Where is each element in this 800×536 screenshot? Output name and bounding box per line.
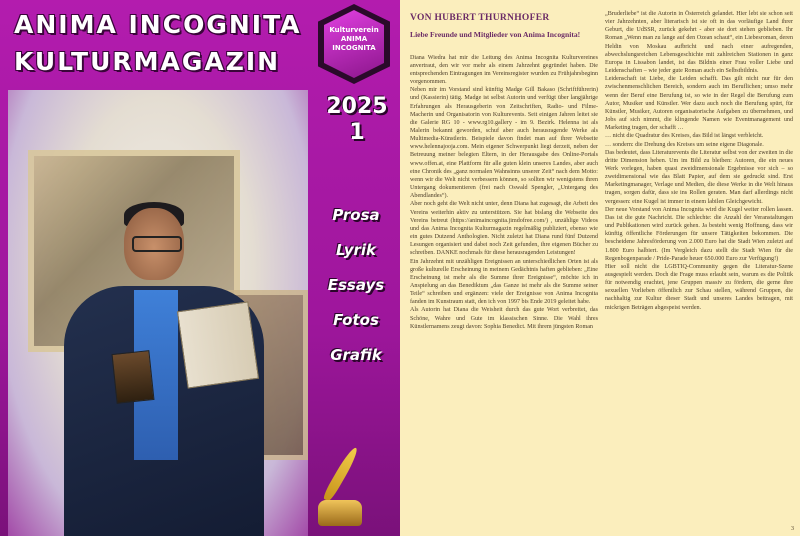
paragraph: Diana Wiedra hat mir die Leitung des Anima Incognita Kulturvereines anvertraut, den wir vor mehr als einem Jahrzehnt gegründet haben. Die entsprechenden Eintragungen im Vereinsregister wurden zu Frühjahrsbeginn vorgenommen. — [410, 54, 598, 86]
paragraph: … nicht die Quadratur des Kreises, das Bild ist längst verbleicht. — [605, 133, 764, 140]
association-badge — [318, 4, 390, 84]
section-fotos: Fotos — [333, 311, 379, 329]
article-page — [400, 0, 800, 536]
issue-number: 1 — [349, 120, 365, 145]
section-grafik: Grafik — [330, 346, 382, 364]
paragraph: Ein Jahrzehnt mit unzähligen Ereignissen an unterschiedlichen Orten ist als große kulturelle Erscheinung in meinem Gedächtnis haften geblieben: „Eine Erscheinung ist mehr als die Summe ihrer Ereignisse“, möchte ich in Anspielung an das Benediktum „das Ganze ist mehr als die Summe seiner Teile“ schreiben und ergänzen: viele der Ereignisse von Anima Incognita fanden im Kunstraum statt, den ich von 1997 bis Ende 2019 geleitet habe. — [410, 258, 598, 306]
open-book — [177, 301, 259, 388]
badge-line3: INCOGNITA — [332, 44, 376, 52]
quill-inkpot-icon — [312, 444, 368, 530]
issue-year: 2025 — [326, 94, 388, 119]
cover-title — [14, 6, 304, 80]
section-essays: Essays — [327, 276, 385, 294]
article-column-left — [410, 10, 598, 331]
badge-line1: Kulturverein — [329, 26, 379, 34]
small-book — [111, 350, 154, 404]
cover-photo — [8, 90, 308, 536]
paragraph: Hier soll nicht die LGBTIQ-Community gegen die Literatur-Szene ausgespielt werden. Doch die Frage muss erlaubt sein, warum es die Politik für notwendig erachtet, jene Gruppen massiv zu fördern, die gerne ihre sexuellen Vorlieben öffentlich zur Schau stellen, während Gruppen, die nachhaltig zur Kultur dieser Stadt und unseres Landes beitragen, mit mickrigen Beträgen abgespeist werden. — [605, 263, 793, 311]
article-author: VON HUBERT THURNHOFER — [410, 13, 550, 23]
badge-line2: ANIMA — [340, 35, 368, 43]
article-greeting: Liebe Freunde und Mitglieder von Anima Incognita! — [410, 30, 581, 39]
section-lyrik: Lyrik — [336, 241, 376, 259]
paragraph: Als Autorin hat Diana die Weisheit durch das gute Wort verbreitet, das Schöne, Wahre und Gute im klassischen Sinne. Die Wahl ihres Künstlernamens zeugt davon: Sophia Benedict. Mit ihrem jüngsten Roman — [410, 307, 598, 330]
cover-title-line2: KULTURMAGAZIN — [14, 47, 281, 76]
paragraph: … sondern: die Drehung des Kreises um seine eigene Diagonale. — [605, 141, 764, 148]
paragraph: Leidenschaft ist Liebe, die Leiden schafft. Das gilt nicht nur für den zwischenmenschlichen Bereich, sondern auch im Beruflichen; umso mehr wenn der Beruf eine Berufung ist, so wie in der Regel die Berufung zum Autor, Musiker und Künstler. Wer dazu auch noch die Berufung spürt, für Künstler, Musiker, Autoren organisatorische Aufgaben zu übernehmen, und Jobs auf sich nimmt, die klingende Namen wie Eventmanagement und Marketing tragen, der schafft … — [605, 76, 793, 132]
page-number: 3 — [791, 526, 794, 532]
section-list — [316, 198, 396, 373]
section-prosa: Prosa — [332, 206, 380, 224]
paragraph: Neben mir im Vorstand sind künftig Madge Gill Bakaso (Schriftführerin) und (Kassierin) tätig. Madge ist selbst Autorin und verfügt über langjährige Erfahrungen als Herausgeberin von Zeitschriften, Radio- und Filme-Macherin und Organisatorin von Kulturevents. Seit einigen Jahren leitet sie die Galerie RG 10 - www.rg10.gallery - im 9. Bezirk. Helenna ist als Malerin bekannt geworden, schuf aber auch herausragende Werke als Multimedia-Künstlerin. Beispiele davon findet man auf ihrer Webseite www.helennajooja.com. Mein eigener Schwerpunkt liegt derzeit, neben der Betreuung meiner belegten Eltern, in der Herausgabe des Online-Portals www.offen.at, eine Plattform für alle guten klein unseres Landes, aber auch eine Chronik des „ganz normalen Wahnsinns unserer Zeit“ nach dem Motto: wenn wir die Welt nicht verbessern können, so sollten wir wenigstens ihren Untergang dokumentieren (frei nach Oswald Spengler, „Untergang des Abendlandes“). — [410, 87, 598, 200]
paragraph: „Bruderliebe“ ist die Autorin in Österreich gelandet. Hier lebt sie schon seit vier Jahrzehnten, aber literarisch ist sie oft in das vorläufige Land ihrer Geburt, die UdSSR, zurück gekehrt - aber sie dort stehen geblieben. Ihr Roman „Wenn man zu lange auf den Ozean schaut“, ein Liebesroman, deren Heldin von Moskau aufbricht und nach einer aufregenden, abwechslungsreichen Lebensgeschichte mit zahlreichen Stationen in ganz Europa in Lissabon landet, ist das Bildnis einer Frau voller Liebe und Leidenschaften – wie jeder gute Roman auch ein Selbstbildnis. — [605, 11, 793, 75]
cover-title-line1: ANIMA INCOGNITA — [14, 10, 302, 39]
paragraph: Das bedeutet, dass Literaturevents die Literatur selbst von der zweiten in die dritte Dimension heben. Um im Bild zu bleiben: Autoren, die ein neues Werk vorlegen, haben quasi zweidimensionale Ergebnisse vor sich – so zweidimensional wie das Blatt Papier, auf dem sie gedruckt sind. Erst Marketingmanager, Verlage und Medien, die diese Werke in die Welt hinaus tragen, sorgen dafür, dass sie ins Rollen geraten. Man darf allerdings nicht vergessen: eine Kugel ist immer in einem labilen Gleichgewicht. — [605, 149, 793, 205]
paragraph: Der neue Vorstand von Anima Incognita wird die Kugel weiter rollen lassen. Das ist die gute Nachricht. Die schlechte: die Anzahl der Veranstaltungen und Publikationen wird zurück gehen. Ja besteht wenig Hoffnung, dass wir künftig öffentliche Förderungen für unsere Tätigkeiten bekommen. Die bescheidene Jahresförderung von 2.000 Euro hat die Stadt Wien zuletzt auf 1.800 Euro halbiert. (Im Vergleich dazu stellt die Stadt Wien für die Regenbogenparade / Pride-Parade heuer 650.000 Euro zur Verfügung!) — [605, 206, 793, 262]
person-glasses — [132, 236, 182, 252]
article-column-right — [605, 10, 793, 312]
paragraph: Aber noch geht die Welt nicht unter, denn Diana hat zugesagt, die Arbeit des Vereins weiterhin aktiv zu unterstützen. Sie hat bislang die Webseite des Vereins betreut (https://animaincognita.jimdofree.com/) , unzählige Videos und das Anima Incognita Kulturmagazin regelmäßig publiziert, ebenso wie ein gutes Dutzend Anthologien. Nicht zuletzt hat Diana rund fünf Dutzend Lesungen organisiert und dabei noch Zeit gefunden, ihre eigenen Bücher zu schreiben. DANKE nochmals für diese herausragenden Leistungen! — [410, 201, 598, 257]
issue-label — [322, 94, 392, 146]
